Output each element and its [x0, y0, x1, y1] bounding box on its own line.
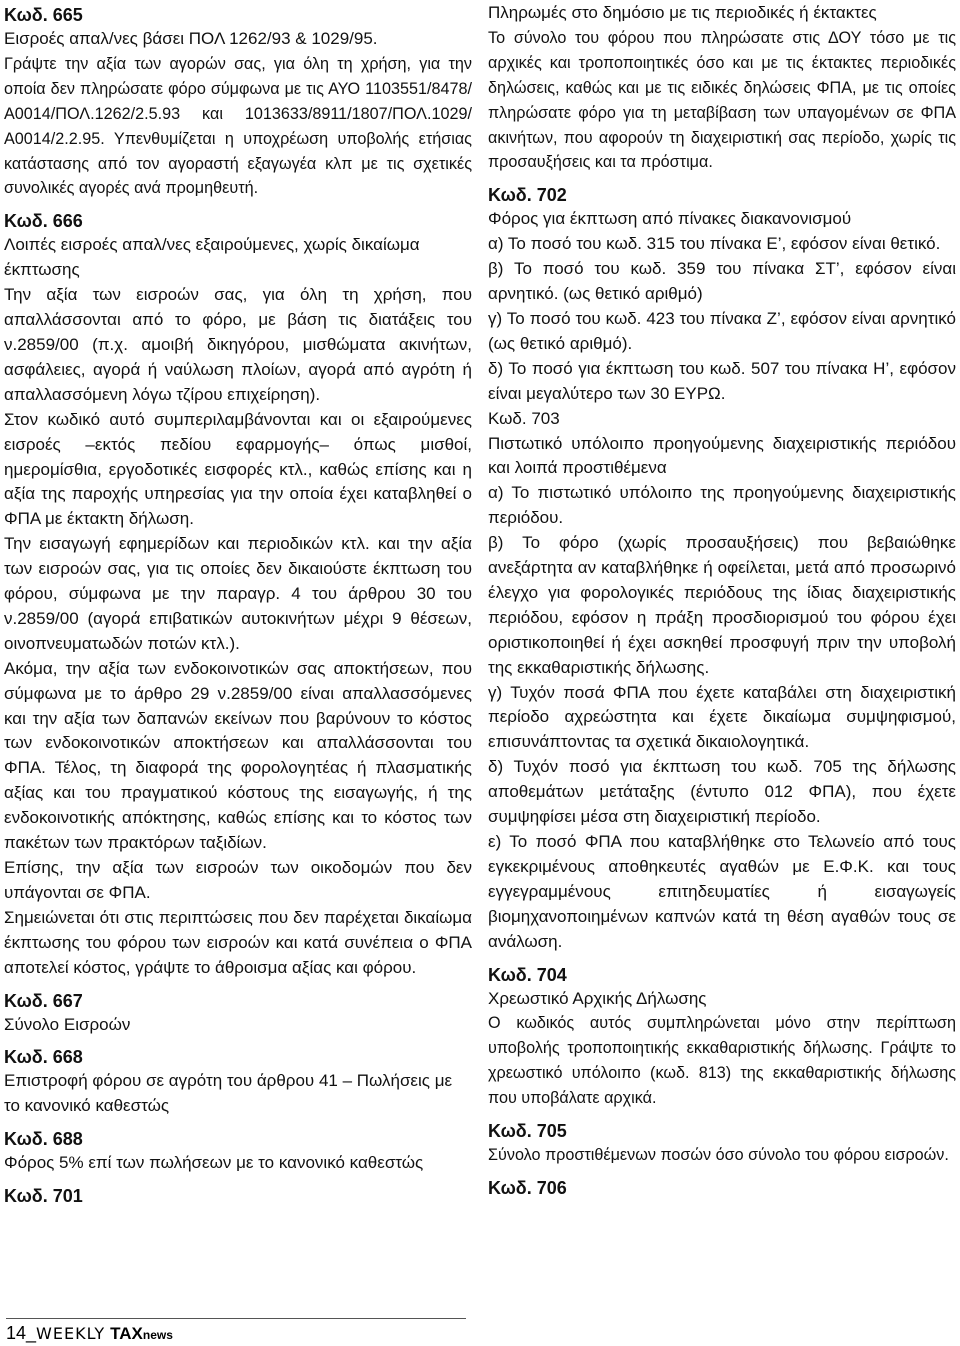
code-703-subtitle: Πιστωτικό υπόλοιπο προηγούμενης διαχειριστικής περιόδου και λοιπά προστιθέμενα	[488, 433, 956, 478]
code-666-paragraph-1: Την αξία των εισροών σας, για όλη τη χρήση, που απαλλάσσονται από το φόρο, με βάση τις διατάξεις του ν.2859/00 (π.χ. αμοιβή δικηγόρου, μισθώματα ακινήτων, ασφάλειες, αγορά ή ναύλωση πλοίων, αγορά από αγρότη ή απαλλασσόμενη λόγω τζίρου επιχείρηση).	[4, 285, 472, 404]
code-665-body: Γράψτε την αξία των αγορών σας, για όλη τη χρήση, για την οποία δεν πληρώσατε φόρο σύμφωνα με τις ΑΥΟ 1103551/8478/Α0014/ΠΟΛ.1262/2.5.93 και 1013633/8911/1807/ΠΟΛ.1029/Α0014/2.2.95. Υπενθυμίζεται η υποχρέωση υποβολής ετήσιας κατάστασης από τον αγοραστή εξαγωγέα κλπ με τις σχετικές συνολικές αγορές ανά προμηθευτή.	[4, 54, 472, 198]
code-703-item-e: ε) Το ποσό ΦΠΑ που καταβλήθηκε στο Τελωνείο από τους εγκεκριμένους αποθηκευτές αγαθών με Ε.Φ.Κ. και τους εγγεγραμμένους επιτηδευματίες ή εισαγωγείς βιομηχανοποιημένων καπνών κατά τη θέση αγαθών τους σε ανάλωση.	[488, 832, 956, 951]
footer-rule	[6, 1318, 466, 1319]
code-703-item-a: α) Το πιστωτικό υπόλοιπο της προηγούμενης διαχειριστικής περιόδου.	[488, 483, 956, 528]
code-667-heading: Κωδ. 667	[4, 990, 83, 1011]
brand-weekly: WEEKLY	[36, 1324, 106, 1343]
code-665-heading: Κωδ. 665	[4, 5, 83, 25]
code-705-heading: Κωδ. 705	[488, 1121, 567, 1142]
code-702-item-c: γ) Το ποσό του κωδ. 423 του πίνακα Ζ’, εφόσον είναι αρνητικό (ως θετικό αριθμό).	[488, 308, 956, 353]
code-705-body: Σύνολο προστιθέμενων ποσών όσο σύνολο του φόρου εισροών.	[488, 1146, 949, 1165]
code-668-heading: Κωδ. 668	[4, 1047, 83, 1068]
code-703-item-d: δ) Τυχόν ποσό για έκπτωση του κωδ. 705 της δήλωσης αποθεμάτων μετάταξης (έντυπο 012 ΦΠΑ), που έχετε συμψηφίσει μέσα στη διαχειριστική περίοδο.	[488, 757, 956, 827]
code-665-subtitle: Εισροές απαλ/νες βάσει ΠΟΛ 1262/93 & 1029/95.	[4, 29, 378, 48]
code-666-paragraph-2: Στον κωδικό αυτό συμπεριλαμβάνονται και οι εξαιρούμενες εισροές –εκτός πεδίου εφαρμογής– όπως μισθοί, ημερομίσθια, εργοδοτικές εισφορές κτλ., καθώς επίσης και η αξία της παροχής υπηρεσίας για την οποία έχει καταβληθεί ο ΦΠΑ με έκτακτη δήλωση.	[4, 409, 472, 529]
code-704-body: Ο κωδικός αυτός συμπληρώνεται μόνο στην περίπτωση υποβολής τροποποιητικής εκκαθαριστικής δήλωσης. Γράψτε το χρεωστικό υπόλοιπο (κωδ. 813) της εκκαθαριστικής δήλωσης που υποβάλατε αρχικά.	[488, 1014, 956, 1108]
code-666-paragraph-6: Σημειώνεται ότι στις περιπτώσεις που δεν παρέχεται δικαίωμα έκπτωσης του φόρου των εισροών και κατά συνέπεια ο ΦΠΑ αποτελεί κόστος, γράψτε το άθροισμα αξίας και φόρου.	[4, 907, 472, 977]
code-701-paragraph-2: Το σύνολο του φόρου που πληρώσατε στις ΔΟΥ τόσο με τις αρχικές και τροποποιητικές όσο και με τις έκτακτες περιοδικές δηλώσεις, καθώς και με τις ειδικές δηλώσεις ΦΠΑ, με τις οποίες πληρώσατε φόρο για τη μεταβίβαση των υπαγομένων σε ΦΠΑ ακινήτων, που αφορούν τη διαχειριστική σας περίοδο, χωρίς τις προσαυξήσεις και τα πρόστιμα.	[488, 28, 956, 172]
code-704-subtitle: Χρεωστικό Αρχικής Δήλωσης	[488, 988, 707, 1008]
code-706-heading: Κωδ. 706	[488, 1177, 567, 1198]
code-702-subtitle: Φόρος για έκπτωση από πίνακες διακανονισμού	[488, 209, 852, 229]
right-column	[488, 0, 956, 1200]
code-667-body: Σύνολο Εισροών	[4, 1014, 131, 1034]
left-column	[4, 0, 472, 1208]
code-702-heading: Κωδ. 702	[488, 185, 567, 206]
footer-brand	[6, 1322, 173, 1346]
code-666-heading: Κωδ. 666	[4, 211, 83, 232]
code-704-heading: Κωδ. 704	[488, 964, 567, 985]
code-702-item-b: β) Το ποσό του κωδ. 359 του πίνακα ΣΤ’, εφόσον είναι αρνητικό. (ως θετικό αριθμό)	[488, 259, 956, 304]
code-701-body: Πληρωμές στο δημόσιο με τις περιοδικές ή έκτακτες	[488, 3, 877, 22]
code-688-body: Φόρος 5% επί των πωλήσεων με το κανονικό καθεστώς	[4, 1153, 424, 1173]
brand-tax: TAX	[110, 1324, 143, 1343]
code-701-heading: Κωδ. 701	[4, 1186, 83, 1207]
code-703-heading: Κωδ. 703	[488, 408, 560, 428]
code-666-paragraph-5: Επίσης, την αξία των εισροών των οικοδομών που δεν υπάγονται σε ΦΠΑ.	[4, 858, 472, 902]
code-668-body: Επιστροφή φόρου σε αγρότη του άρθρου 41 – Πωλήσεις με το κανονικό καθεστώς	[4, 1071, 453, 1116]
code-702-item-a: α) Το ποσό του κωδ. 315 του πίνακα Ε’, εφόσον είναι θετικό.	[488, 234, 941, 254]
page-number: 14_	[6, 1323, 37, 1343]
code-703-item-b: β) Το φόρο (χωρίς προσαυξήσεις) που βεβαιώθηκε ανεξάρτητα αν καταβλήθηκε ή οφείλεται, μετά από προσωρινό έλεγχο για φορολογικές περιόδους της ίδιας διαχειριστικής περιόδου, εφόσον η πράξη προσδιορισμού του φόρου έχει οριστικοποιηθεί ή έχει ασκηθεί προσφυγή πριν την υποβολή της εκκαθαριστικής δήλωσης.	[488, 533, 956, 677]
code-703-item-c: γ) Τυχόν ποσά ΦΠΑ που έχετε καταβάλει στη διαχειριστική περίοδο αχρεώστητα και έχετε δικαίωμα συμψηφισμού, επισυνάπτοντας τα σχετικά δικαιολογητικά.	[488, 682, 956, 752]
code-666-paragraph-3: Την εισαγωγή εφημερίδων και περιοδικών κτλ. και την αξία των εισροών σας, για τις οποίες δεν δικαιούστε έκπτωση του φόρου, σύμφωνα με την παραγρ. 4 του άρθρου 30 του ν.2859/00 (αγορά επιβατικών αυτοκινήτων μέχρι 9 θέσεων, οινοπνευματωδών ποτών κτλ.).	[4, 534, 472, 653]
code-702-item-d: δ) Το ποσό για έκπτωση του κωδ. 507 του πίνακα Η’, εφόσον είναι μεγαλύτερο των 30 ΕΥΡΩ.	[488, 358, 956, 403]
code-666-paragraph-4: Ακόμα, την αξία των ενδοκοινοτικών σας αποκτήσεων, που σύμφωνα με το άρθρο 29 ν.2859/00 είναι απαλλασσόμενες και την αξία των δαπανών εκείνων που βαρύνουν το κόστος των ενδοκοινοτικών αποκτήσεων και απαλλάσσονται του ΦΠΑ. Τέλος, τη διαφορά της φορολογητέας ή πλασματικής αξίας και του πραγματικού κόστους της εισαγωγής, ή της ενδοκοινοτικής απόκτησης, καθώς επίσης και το κόστος των πακέτων των πρακτόρων ταξιδίων.	[4, 658, 472, 853]
code-688-heading: Κωδ. 688	[4, 1129, 83, 1150]
code-666-subtitle: Λοιπές εισροές απαλ/νες εξαιρούμενες, χωρίς δικαίωμα έκπτωσης	[4, 235, 420, 280]
brand-news: news	[142, 1328, 173, 1342]
